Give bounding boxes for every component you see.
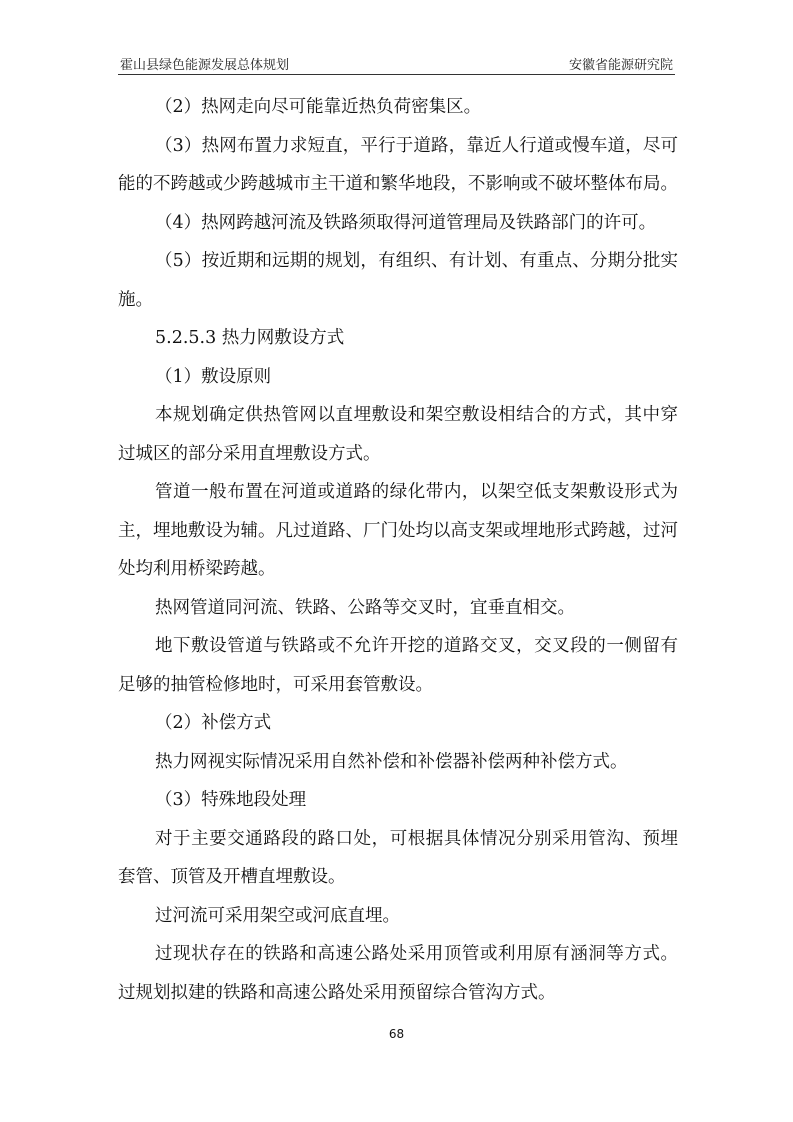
header-organization: 安徽省能源研究院 [568,58,673,73]
paragraph-phased-implementation: （5）按近期和远期的规划，有组织、有计划、有重点、分期分批实施。 [118,251,678,310]
paragraph-river-crossing: 过河流可采用架空或河底直埋。 [155,905,400,926]
paragraph-casing-pipe: 地下敷设管道与铁路或不允许开挖的道路交叉，交叉段的一侧留有足够的抽管检修地时，可采用套管敷设。 [118,636,678,695]
subheading-laying-principle: （1）敷设原则 [155,366,272,387]
page-header [118,52,675,72]
header-divider [118,74,675,75]
section-heading-laying-method: 5.2.5.3 热力网敷设方式 [155,328,345,348]
paragraph-laying-combination: 本规划确定供热管网以直埋敷设和架空敷设相结合的方式，其中穿过城区的部分采用直埋敷设方式。 [118,405,678,464]
paragraph-railway-highway-crossing: 过现状存在的铁路和高速公路处采用顶管或利用原有涵洞等方式。过规划拟建的铁路和高速公路处采用预留综合管沟方式。 [118,944,678,1003]
subheading-compensation-method: （2）补偿方式 [155,713,272,733]
paragraph-perpendicular-crossing: 热网管道同河流、铁路、公路等交叉时，宜垂直相交。 [155,597,575,618]
header-document-title: 霍山县绿色能源发展总体规划 [120,58,290,73]
paragraph-intersections: 对于主要交通路段的路口处，可根据具体情况分别采用管沟、预埋套管、顶管及开槽直埋敷设。 [118,828,678,887]
subheading-special-sections: （3）特殊地段处理 [155,790,307,810]
paragraph-crossing-permission: （4）热网跨越河流及铁路须取得河道管理局及铁路部门的许可。 [155,212,657,233]
paragraph-compensation: 热力网视实际情况采用自然补偿和补偿器补偿两种补偿方式。 [155,751,628,772]
paragraph-heat-network-layout: （3）热网布置力求短直，平行于道路，靠近人行道或慢车道，尽可能的不跨越或少跨越城市主干道和繁华地段，不影响或不破坏整体布局。 [118,135,678,194]
page-number: 68 [388,1027,405,1041]
document-body [118,88,678,1012]
paragraph-heat-network-direction: （2）热网走向尽可能靠近热负荷密集区。 [155,97,482,117]
paragraph-pipe-arrangement: 管道一般布置在河道或道路的绿化带内，以架空低支架敷设形式为主，埋地敷设为辅。凡过道路、厂门处均以高支架或埋地形式跨越，过河处均利用桥梁跨越。 [118,482,678,579]
